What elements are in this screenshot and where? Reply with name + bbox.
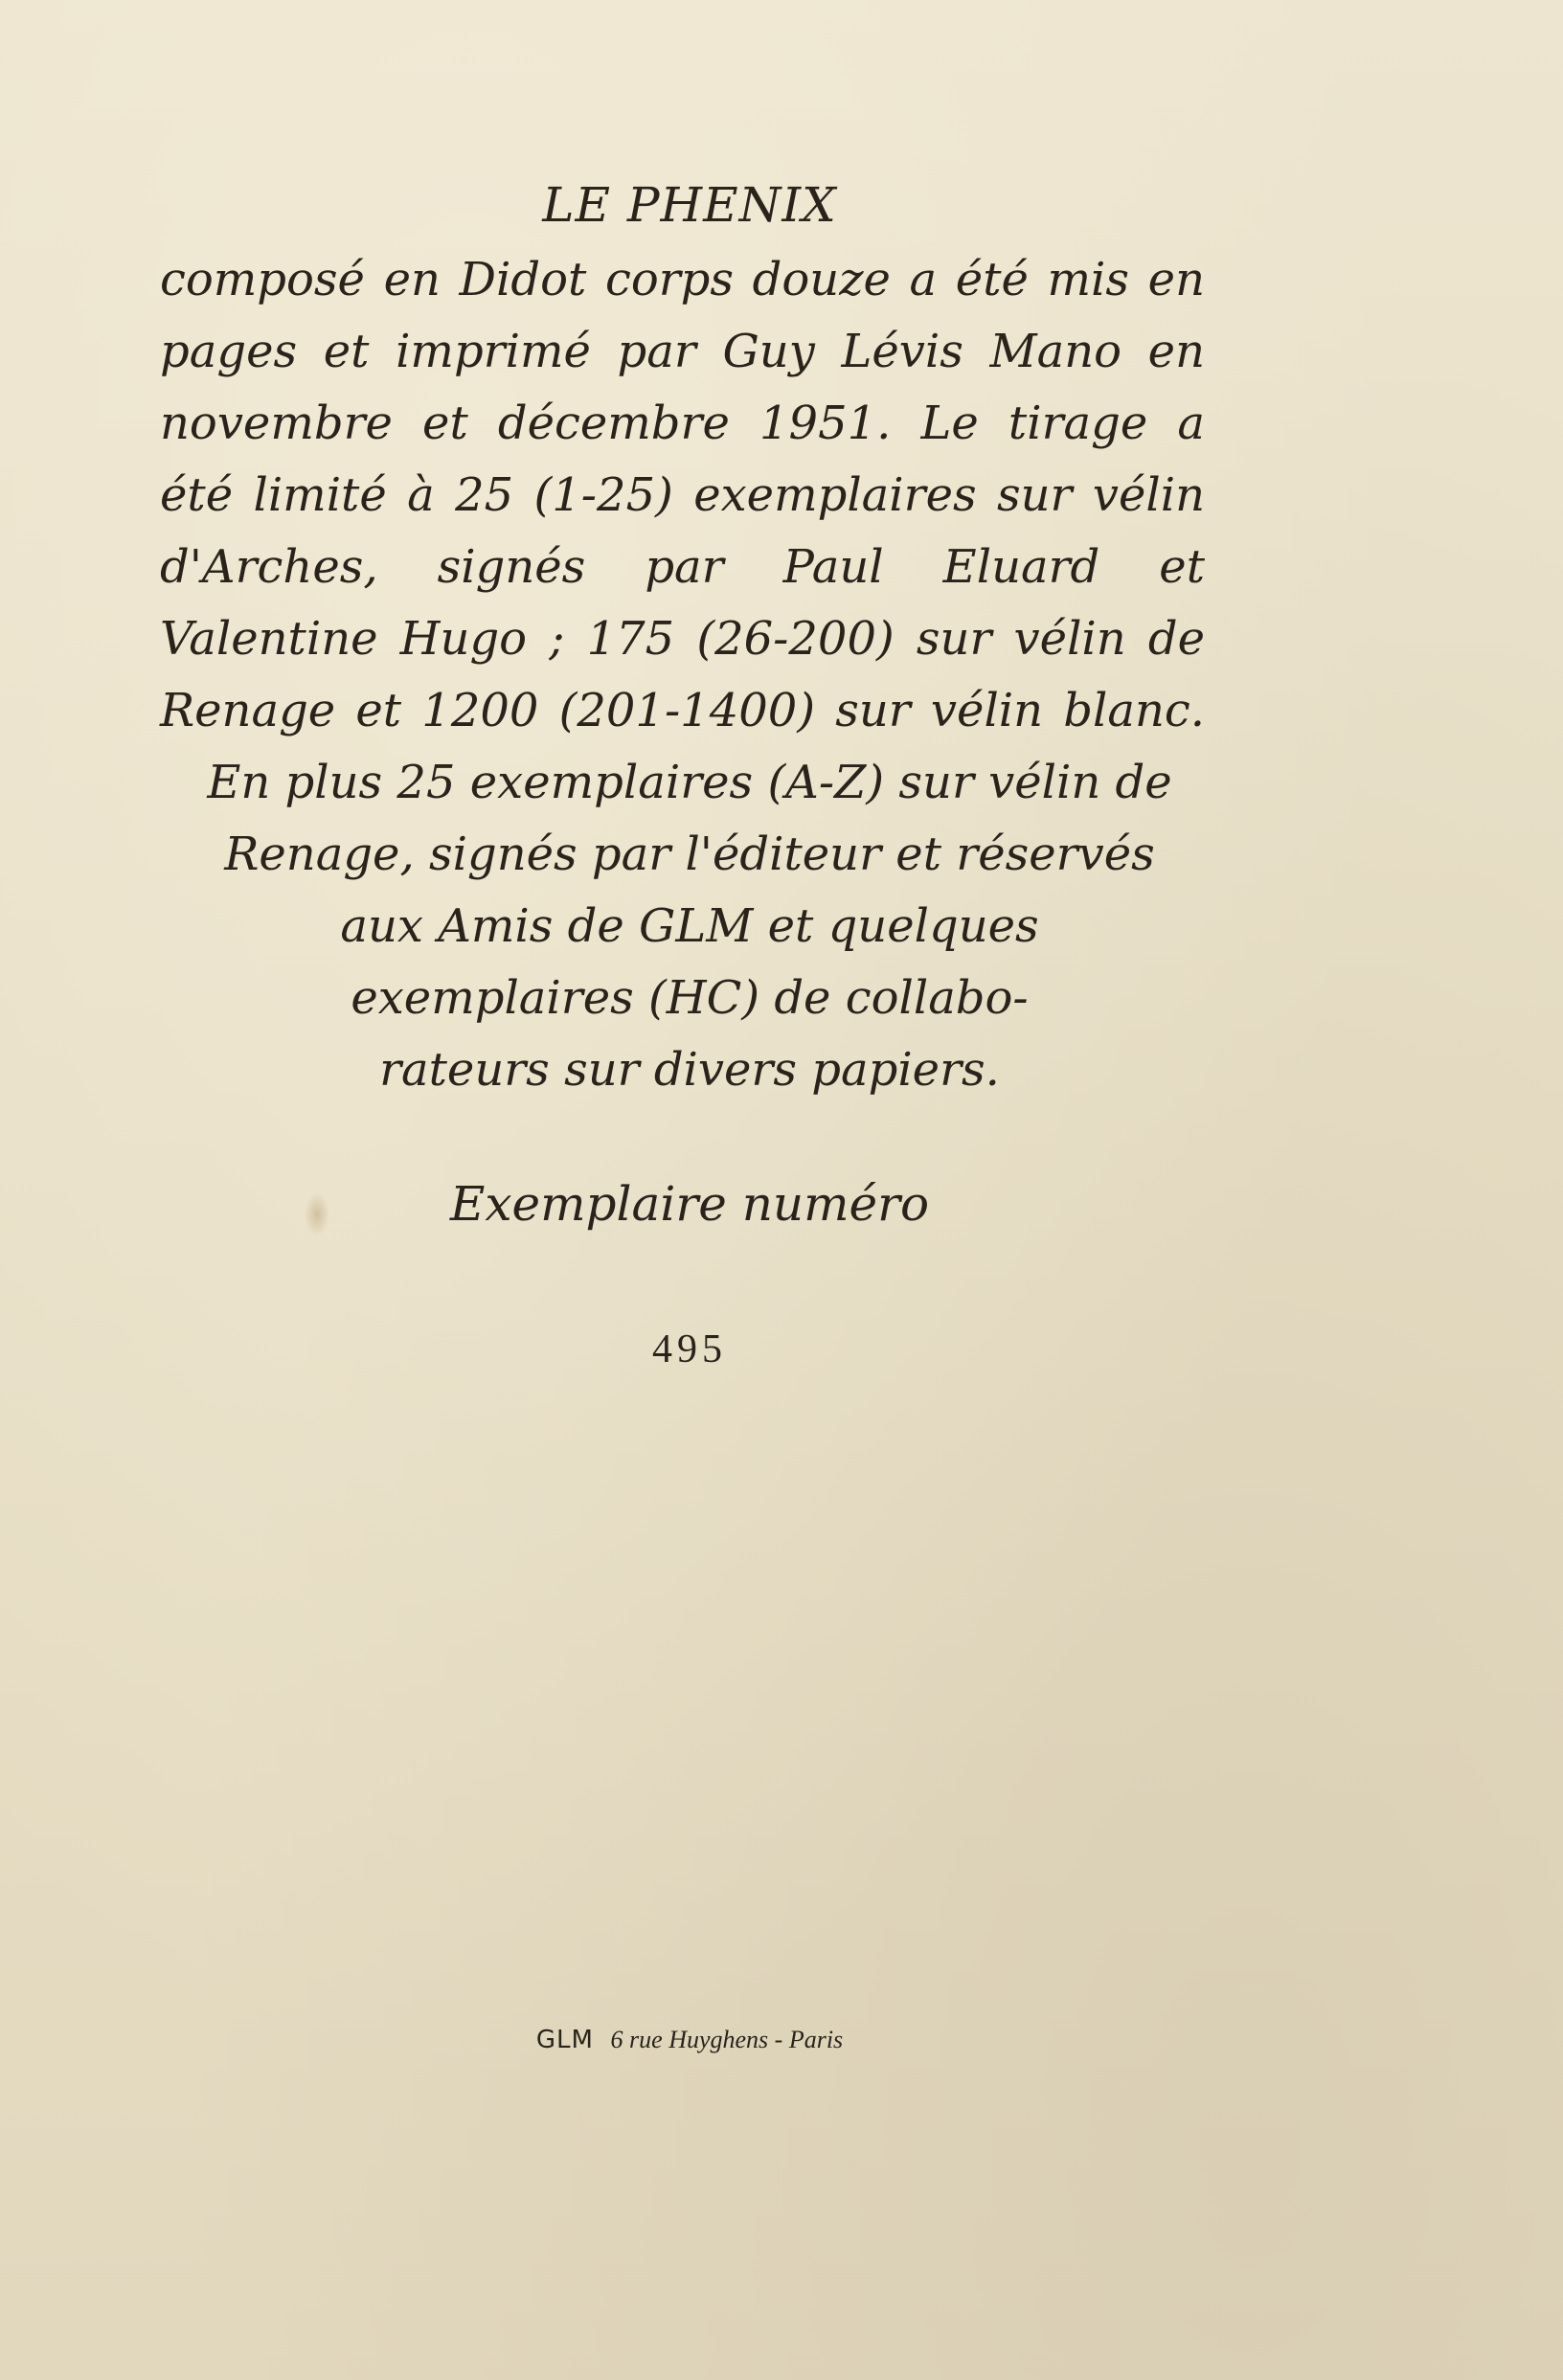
colophon-line: aux Amis de GLM et quelques — [340, 899, 1039, 953]
colophon-line: novembre et décembre 1951. Le tirage a — [160, 397, 1205, 450]
glm-logo: GLM — [535, 2026, 594, 2054]
colophon-line: d'Arches, signés par Paul Eluard et — [160, 540, 1205, 594]
colophon-line: exemplaires (HC) de collabo- — [351, 971, 1029, 1025]
copy-number: 495 — [652, 1327, 727, 1371]
colophon-centered-block — [0, 747, 1379, 1106]
colophon-line: pages et imprimé par Guy Lévis Mano en — [160, 325, 1205, 378]
colophon-justified-block — [160, 244, 1205, 747]
colophon-line: Renage, signés par l'éditeur et réservés — [224, 827, 1155, 881]
copy-label: Exemplaire numéro — [449, 1176, 930, 1232]
colophon-line: rateurs sur divers papiers. — [379, 1043, 1000, 1097]
book-title: LE PHENIX — [542, 177, 837, 233]
colophon-line: En plus 25 exemplaires (A-Z) sur vélin de — [207, 756, 1172, 809]
colophon-line: composé en Didot corps douze a été mis en — [160, 253, 1205, 306]
publisher-imprint — [0, 2026, 1379, 2054]
colophon-line: été limité à 25 (1-25) exemplaires sur vélin — [160, 468, 1205, 522]
colophon-line: Renage et 1200 (201-1400) sur vélin blanc. — [160, 684, 1205, 737]
colophon-line: Valentine Hugo ; 175 (26-200) sur vélin de — [160, 612, 1205, 666]
publisher-address: 6 rue Huyghens - Paris — [610, 2026, 844, 2053]
